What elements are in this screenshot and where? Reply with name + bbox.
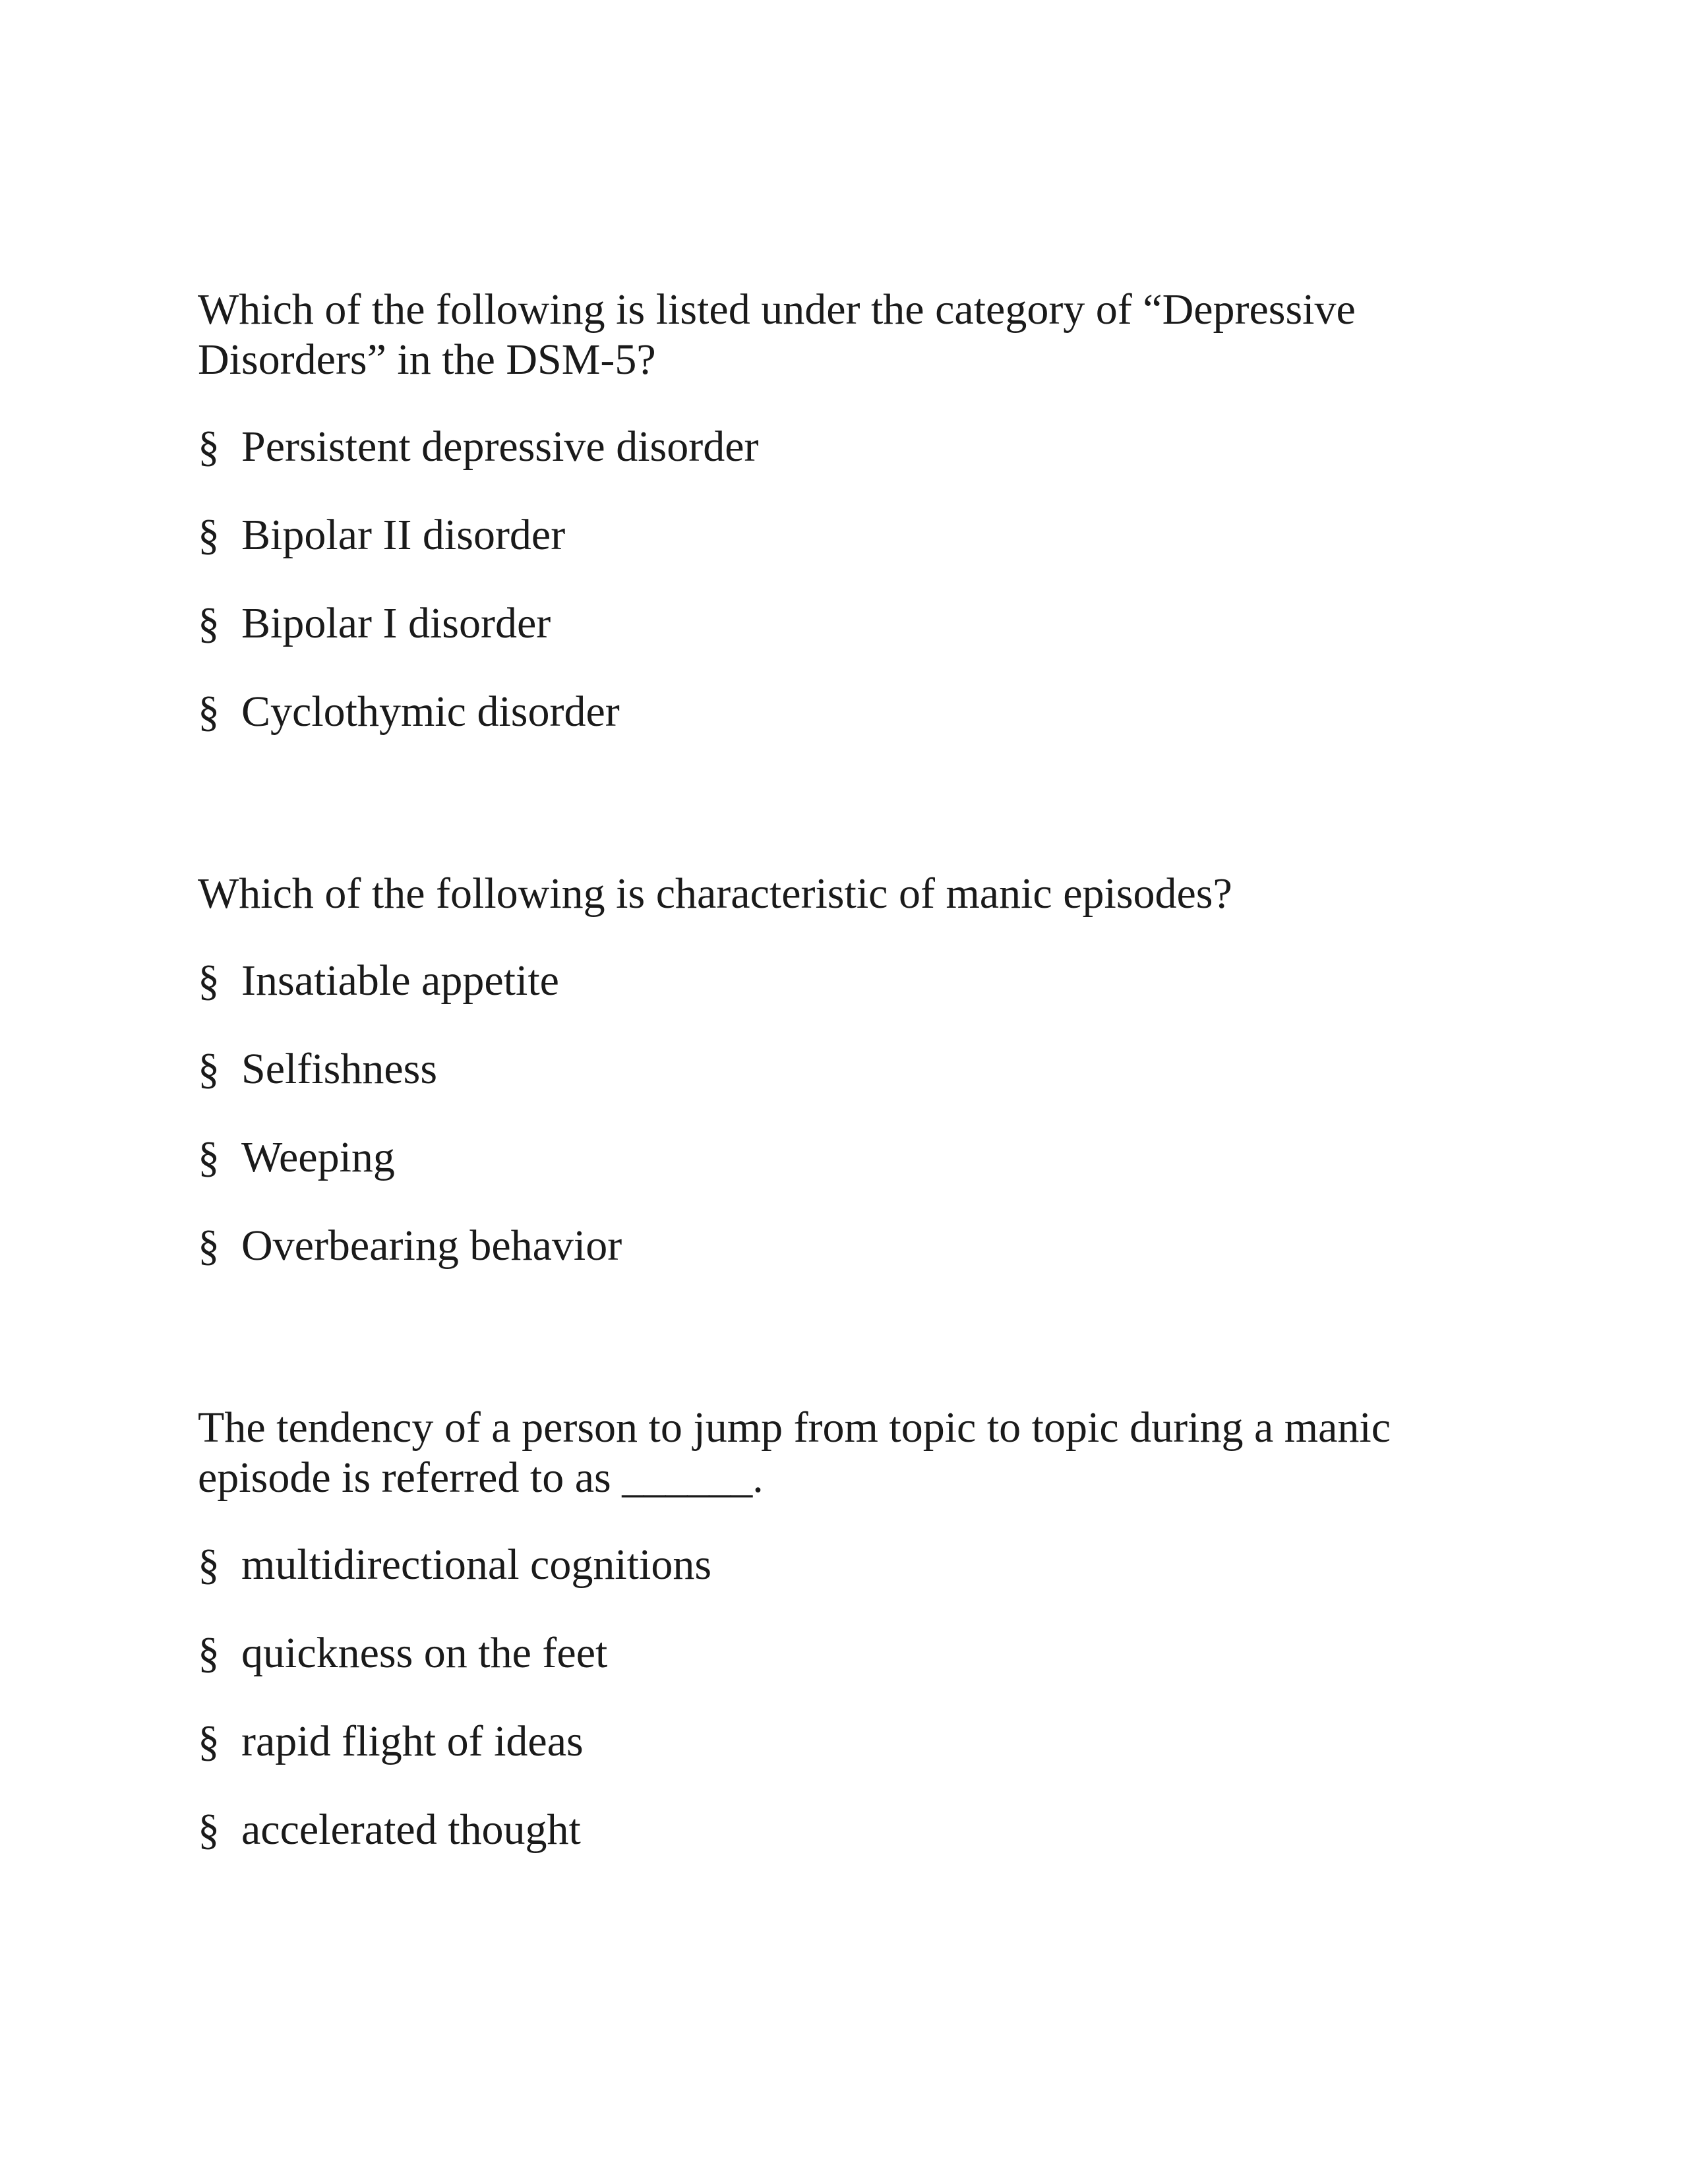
option-item [198,1628,1451,1678]
section-bullet-icon: § [198,423,220,471]
option-label: rapid flight of ideas [241,1717,584,1765]
option-label: Persistent depressive disorder [241,423,759,471]
section-bullet-icon: § [198,1806,220,1854]
section-bullet-icon: § [198,599,220,647]
option-label: Weeping [241,1133,395,1181]
question-2-line-1: Which of the following is characteristic of manic episodes? [198,870,1232,918]
question-2-options [198,956,1451,1271]
question-3-text [198,1403,1451,1503]
section-bullet-icon: § [198,688,220,736]
option-label: Insatiable appetite [241,957,559,1005]
question-3-options [198,1540,1451,1855]
question-3-line-2: episode is referred to as ______. [198,1454,764,1502]
option-label: Overbearing behavior [241,1222,622,1270]
question-1 [198,285,1451,737]
option-item [198,687,1451,737]
option-item [198,510,1451,560]
option-label: Bipolar II disorder [241,511,566,559]
section-bullet-icon: § [198,511,220,559]
question-1-line-2: Disorders” in the DSM-5? [198,336,656,384]
option-label: Cyclothymic disorder [241,688,620,736]
option-item [198,1133,1451,1183]
option-item [198,422,1451,472]
section-bullet-icon: § [198,1541,220,1589]
option-label: multidirectional cognitions [241,1541,712,1589]
section-bullet-icon: § [198,1222,220,1270]
section-bullet-icon: § [198,1629,220,1677]
question-2 [198,869,1451,1271]
option-label: accelerated thought [241,1806,581,1854]
question-1-options [198,422,1451,737]
option-item [198,1540,1451,1590]
question-3 [198,1403,1451,1855]
option-item [198,1044,1451,1094]
section-bullet-icon: § [198,1045,220,1093]
section-bullet-icon: § [198,1717,220,1765]
option-item [198,1717,1451,1767]
option-item [198,599,1451,649]
question-1-text [198,285,1451,385]
question-3-line-1: The tendency of a person to jump from topic to topic during a manic [198,1403,1391,1452]
section-bullet-icon: § [198,1133,220,1181]
option-label: Selfishness [241,1045,437,1093]
option-item [198,956,1451,1006]
question-2-text [198,869,1451,919]
option-item [198,1805,1451,1855]
question-1-line-1: Which of the following is listed under the category of “Depressive [198,285,1356,334]
option-item [198,1221,1451,1271]
option-label: Bipolar I disorder [241,599,551,647]
section-bullet-icon: § [198,957,220,1005]
option-label: quickness on the feet [241,1629,608,1677]
